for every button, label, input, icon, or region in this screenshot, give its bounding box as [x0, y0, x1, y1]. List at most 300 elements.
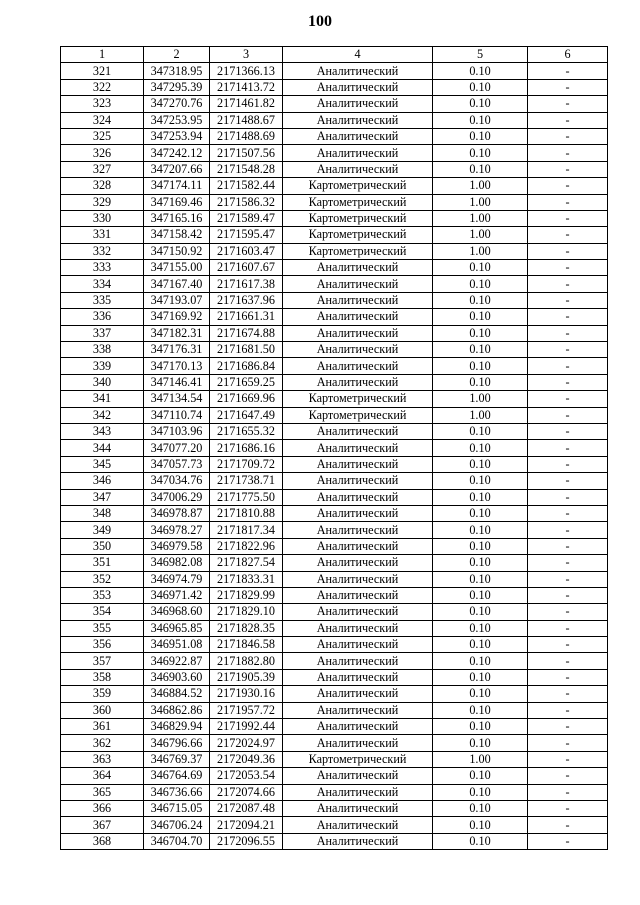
x-coordinate-cell: 346922.87: [144, 653, 210, 669]
note-cell: -: [528, 161, 608, 177]
point-number-cell: 325: [61, 128, 144, 144]
method-cell: Аналитический: [283, 686, 433, 702]
method-cell: Картометрический: [283, 407, 433, 423]
accuracy-cell: 1.00: [433, 751, 528, 767]
x-coordinate-cell: 346979.58: [144, 538, 210, 554]
note-cell: -: [528, 686, 608, 702]
note-cell: -: [528, 374, 608, 390]
point-number-cell: 347: [61, 489, 144, 505]
x-coordinate-cell: 347155.00: [144, 260, 210, 276]
point-number-cell: 333: [61, 260, 144, 276]
accuracy-cell: 0.10: [433, 440, 528, 456]
y-coordinate-cell: 2171607.67: [210, 260, 283, 276]
y-coordinate-cell: 2171674.88: [210, 325, 283, 341]
note-cell: -: [528, 325, 608, 341]
accuracy-cell: 0.10: [433, 604, 528, 620]
note-cell: -: [528, 145, 608, 161]
accuracy-cell: 0.10: [433, 719, 528, 735]
x-coordinate-cell: 347134.54: [144, 391, 210, 407]
table-row: [61, 309, 608, 325]
method-cell: Аналитический: [283, 653, 433, 669]
x-coordinate-cell: 347169.92: [144, 309, 210, 325]
table-row: [61, 719, 608, 735]
table-row: [61, 440, 608, 456]
note-cell: -: [528, 505, 608, 521]
accuracy-cell: 0.10: [433, 735, 528, 751]
note-cell: -: [528, 751, 608, 767]
method-cell: Картометрический: [283, 391, 433, 407]
note-cell: -: [528, 702, 608, 718]
table-header-row: [61, 47, 608, 63]
note-cell: -: [528, 309, 608, 325]
y-coordinate-cell: 2171413.72: [210, 79, 283, 95]
y-coordinate-cell: 2171957.72: [210, 702, 283, 718]
accuracy-cell: 0.10: [433, 784, 528, 800]
method-cell: Аналитический: [283, 423, 433, 439]
accuracy-cell: 0.10: [433, 637, 528, 653]
point-number-cell: 322: [61, 79, 144, 95]
table-row: [61, 325, 608, 341]
method-cell: Картометрический: [283, 210, 433, 226]
y-coordinate-cell: 2171488.69: [210, 128, 283, 144]
accuracy-cell: 0.10: [433, 768, 528, 784]
x-coordinate-cell: 347176.31: [144, 342, 210, 358]
table-row: [61, 276, 608, 292]
accuracy-cell: 0.10: [433, 292, 528, 308]
point-number-cell: 338: [61, 342, 144, 358]
table-row: [61, 817, 608, 833]
y-coordinate-cell: 2171595.47: [210, 227, 283, 243]
accuracy-cell: 1.00: [433, 178, 528, 194]
y-coordinate-cell: 2172087.48: [210, 800, 283, 816]
note-cell: -: [528, 522, 608, 538]
method-cell: Аналитический: [283, 63, 433, 79]
point-number-cell: 323: [61, 96, 144, 112]
note-cell: -: [528, 669, 608, 685]
accuracy-cell: 0.10: [433, 374, 528, 390]
table-row: [61, 784, 608, 800]
point-number-cell: 335: [61, 292, 144, 308]
note-cell: -: [528, 391, 608, 407]
point-number-cell: 353: [61, 587, 144, 603]
point-number-cell: 341: [61, 391, 144, 407]
note-cell: -: [528, 342, 608, 358]
note-cell: -: [528, 456, 608, 472]
accuracy-cell: 1.00: [433, 227, 528, 243]
x-coordinate-cell: 346903.60: [144, 669, 210, 685]
table-row: [61, 637, 608, 653]
table-row: [61, 358, 608, 374]
method-cell: Аналитический: [283, 309, 433, 325]
note-cell: -: [528, 440, 608, 456]
table-row: [61, 751, 608, 767]
method-cell: Аналитический: [283, 342, 433, 358]
point-number-cell: 367: [61, 817, 144, 833]
point-number-cell: 351: [61, 555, 144, 571]
point-number-cell: 368: [61, 833, 144, 849]
table-row: [61, 145, 608, 161]
y-coordinate-cell: 2171828.35: [210, 620, 283, 636]
note-cell: -: [528, 653, 608, 669]
table-row: [61, 669, 608, 685]
table-row: [61, 128, 608, 144]
x-coordinate-cell: 346715.05: [144, 800, 210, 816]
note-cell: -: [528, 620, 608, 636]
point-number-cell: 331: [61, 227, 144, 243]
table-body: [61, 63, 608, 850]
method-cell: Аналитический: [283, 571, 433, 587]
y-coordinate-cell: 2171709.72: [210, 456, 283, 472]
accuracy-cell: 0.10: [433, 423, 528, 439]
column-header-4: 4: [283, 47, 433, 63]
point-number-cell: 343: [61, 423, 144, 439]
note-cell: -: [528, 210, 608, 226]
method-cell: Аналитический: [283, 719, 433, 735]
note-cell: -: [528, 555, 608, 571]
page-number: 100: [308, 13, 332, 30]
note-cell: -: [528, 194, 608, 210]
table-row: [61, 407, 608, 423]
x-coordinate-cell: 347077.20: [144, 440, 210, 456]
accuracy-cell: 0.10: [433, 342, 528, 358]
y-coordinate-cell: 2171882.80: [210, 653, 283, 669]
table-row: [61, 374, 608, 390]
y-coordinate-cell: 2171930.16: [210, 686, 283, 702]
y-coordinate-cell: 2171681.50: [210, 342, 283, 358]
note-cell: -: [528, 735, 608, 751]
point-number-cell: 337: [61, 325, 144, 341]
accuracy-cell: 0.10: [433, 456, 528, 472]
y-coordinate-cell: 2171461.82: [210, 96, 283, 112]
method-cell: Аналитический: [283, 505, 433, 521]
x-coordinate-cell: 346951.08: [144, 637, 210, 653]
note-cell: -: [528, 538, 608, 554]
method-cell: Аналитический: [283, 145, 433, 161]
method-cell: Аналитический: [283, 555, 433, 571]
y-coordinate-cell: 2171833.31: [210, 571, 283, 587]
note-cell: -: [528, 637, 608, 653]
table-row: [61, 456, 608, 472]
method-cell: Аналитический: [283, 473, 433, 489]
accuracy-cell: 0.10: [433, 505, 528, 521]
method-cell: Аналитический: [283, 538, 433, 554]
accuracy-cell: 0.10: [433, 473, 528, 489]
x-coordinate-cell: 347103.96: [144, 423, 210, 439]
y-coordinate-cell: 2171817.34: [210, 522, 283, 538]
method-cell: Аналитический: [283, 489, 433, 505]
accuracy-cell: 0.10: [433, 800, 528, 816]
table-row: [61, 800, 608, 816]
note-cell: -: [528, 817, 608, 833]
note-cell: -: [528, 260, 608, 276]
x-coordinate-cell: 347295.39: [144, 79, 210, 95]
x-coordinate-cell: 347318.95: [144, 63, 210, 79]
method-cell: Аналитический: [283, 522, 433, 538]
method-cell: Картометрический: [283, 227, 433, 243]
note-cell: -: [528, 604, 608, 620]
method-cell: Аналитический: [283, 374, 433, 390]
note-cell: -: [528, 227, 608, 243]
y-coordinate-cell: 2171603.47: [210, 243, 283, 259]
method-cell: Аналитический: [283, 784, 433, 800]
y-coordinate-cell: 2171810.88: [210, 505, 283, 521]
note-cell: -: [528, 768, 608, 784]
accuracy-cell: 0.10: [433, 538, 528, 554]
x-coordinate-cell: 346884.52: [144, 686, 210, 702]
y-coordinate-cell: 2172074.66: [210, 784, 283, 800]
table-row: [61, 653, 608, 669]
table-row: [61, 227, 608, 243]
x-coordinate-cell: 346736.66: [144, 784, 210, 800]
method-cell: Картометрический: [283, 194, 433, 210]
method-cell: Картометрический: [283, 751, 433, 767]
method-cell: Картометрический: [283, 243, 433, 259]
table-row: [61, 702, 608, 718]
method-cell: Аналитический: [283, 161, 433, 177]
table-row: [61, 391, 608, 407]
method-cell: Аналитический: [283, 456, 433, 472]
table-row: [61, 194, 608, 210]
point-number-cell: 350: [61, 538, 144, 554]
x-coordinate-cell: 347167.40: [144, 276, 210, 292]
table-row: [61, 423, 608, 439]
note-cell: -: [528, 112, 608, 128]
method-cell: Аналитический: [283, 96, 433, 112]
point-number-cell: 349: [61, 522, 144, 538]
y-coordinate-cell: 2171488.67: [210, 112, 283, 128]
y-coordinate-cell: 2172094.21: [210, 817, 283, 833]
accuracy-cell: 0.10: [433, 587, 528, 603]
y-coordinate-cell: 2171992.44: [210, 719, 283, 735]
accuracy-cell: 0.10: [433, 276, 528, 292]
x-coordinate-cell: 346978.87: [144, 505, 210, 521]
x-coordinate-cell: 346971.42: [144, 587, 210, 603]
note-cell: -: [528, 276, 608, 292]
accuracy-cell: 0.10: [433, 128, 528, 144]
method-cell: Аналитический: [283, 768, 433, 784]
y-coordinate-cell: 2171655.32: [210, 423, 283, 439]
table-row: [61, 735, 608, 751]
point-number-cell: 361: [61, 719, 144, 735]
method-cell: Аналитический: [283, 833, 433, 849]
accuracy-cell: 1.00: [433, 194, 528, 210]
table-row: [61, 686, 608, 702]
y-coordinate-cell: 2171846.58: [210, 637, 283, 653]
method-cell: Аналитический: [283, 358, 433, 374]
method-cell: Аналитический: [283, 637, 433, 653]
note-cell: -: [528, 407, 608, 423]
x-coordinate-cell: 347193.07: [144, 292, 210, 308]
method-cell: Аналитический: [283, 440, 433, 456]
accuracy-cell: 0.10: [433, 145, 528, 161]
accuracy-cell: 0.10: [433, 686, 528, 702]
table-row: [61, 79, 608, 95]
note-cell: -: [528, 96, 608, 112]
note-cell: -: [528, 784, 608, 800]
y-coordinate-cell: 2171589.47: [210, 210, 283, 226]
point-number-cell: 348: [61, 505, 144, 521]
method-cell: Аналитический: [283, 325, 433, 341]
y-coordinate-cell: 2171669.96: [210, 391, 283, 407]
accuracy-cell: 0.10: [433, 489, 528, 505]
point-number-cell: 334: [61, 276, 144, 292]
point-number-cell: 344: [61, 440, 144, 456]
method-cell: Аналитический: [283, 587, 433, 603]
table-row: [61, 178, 608, 194]
accuracy-cell: 0.10: [433, 63, 528, 79]
accuracy-cell: 0.10: [433, 833, 528, 849]
x-coordinate-cell: 346968.60: [144, 604, 210, 620]
y-coordinate-cell: 2171775.50: [210, 489, 283, 505]
x-coordinate-cell: 346706.24: [144, 817, 210, 833]
x-coordinate-cell: 346764.69: [144, 768, 210, 784]
x-coordinate-cell: 346769.37: [144, 751, 210, 767]
table-row: [61, 489, 608, 505]
y-coordinate-cell: 2171617.38: [210, 276, 283, 292]
table-row: [61, 768, 608, 784]
point-number-cell: 360: [61, 702, 144, 718]
point-number-cell: 330: [61, 210, 144, 226]
x-coordinate-cell: 346978.27: [144, 522, 210, 538]
point-number-cell: 340: [61, 374, 144, 390]
column-header-3: 3: [210, 47, 283, 63]
x-coordinate-cell: 347158.42: [144, 227, 210, 243]
x-coordinate-cell: 347146.41: [144, 374, 210, 390]
method-cell: Аналитический: [283, 276, 433, 292]
table-row: [61, 555, 608, 571]
point-number-cell: 352: [61, 571, 144, 587]
method-cell: Аналитический: [283, 292, 433, 308]
x-coordinate-cell: 346862.86: [144, 702, 210, 718]
note-cell: -: [528, 800, 608, 816]
table-row: [61, 505, 608, 521]
x-coordinate-cell: 347006.29: [144, 489, 210, 505]
accuracy-cell: 0.10: [433, 96, 528, 112]
table-row: [61, 620, 608, 636]
x-coordinate-cell: 347110.74: [144, 407, 210, 423]
note-cell: -: [528, 178, 608, 194]
accuracy-cell: 0.10: [433, 358, 528, 374]
table-row: [61, 604, 608, 620]
table-row: [61, 538, 608, 554]
point-number-cell: 364: [61, 768, 144, 784]
column-header-2: 2: [144, 47, 210, 63]
accuracy-cell: 1.00: [433, 210, 528, 226]
accuracy-cell: 0.10: [433, 653, 528, 669]
y-coordinate-cell: 2171659.25: [210, 374, 283, 390]
note-cell: -: [528, 719, 608, 735]
table-row: [61, 342, 608, 358]
table-row: [61, 833, 608, 849]
table-row: [61, 210, 608, 226]
method-cell: Аналитический: [283, 112, 433, 128]
coordinates-table: [60, 46, 608, 850]
note-cell: -: [528, 358, 608, 374]
method-cell: Аналитический: [283, 702, 433, 718]
accuracy-cell: 1.00: [433, 243, 528, 259]
point-number-cell: 328: [61, 178, 144, 194]
column-header-1: 1: [61, 47, 144, 63]
accuracy-cell: 0.10: [433, 79, 528, 95]
method-cell: Аналитический: [283, 817, 433, 833]
x-coordinate-cell: 347057.73: [144, 456, 210, 472]
accuracy-cell: 1.00: [433, 407, 528, 423]
x-coordinate-cell: 347207.66: [144, 161, 210, 177]
point-number-cell: 357: [61, 653, 144, 669]
y-coordinate-cell: 2171738.71: [210, 473, 283, 489]
point-number-cell: 342: [61, 407, 144, 423]
accuracy-cell: 0.10: [433, 669, 528, 685]
accuracy-cell: 0.10: [433, 325, 528, 341]
point-number-cell: 345: [61, 456, 144, 472]
table-row: [61, 571, 608, 587]
y-coordinate-cell: 2171822.96: [210, 538, 283, 554]
y-coordinate-cell: 2171905.39: [210, 669, 283, 685]
accuracy-cell: 0.10: [433, 620, 528, 636]
y-coordinate-cell: 2171548.28: [210, 161, 283, 177]
note-cell: -: [528, 63, 608, 79]
point-number-cell: 326: [61, 145, 144, 161]
accuracy-cell: 0.10: [433, 555, 528, 571]
point-number-cell: 363: [61, 751, 144, 767]
accuracy-cell: 0.10: [433, 702, 528, 718]
accuracy-cell: 0.10: [433, 161, 528, 177]
point-number-cell: 355: [61, 620, 144, 636]
y-coordinate-cell: 2171586.32: [210, 194, 283, 210]
table-row: [61, 522, 608, 538]
table-row: [61, 96, 608, 112]
y-coordinate-cell: 2171827.54: [210, 555, 283, 571]
x-coordinate-cell: 346796.66: [144, 735, 210, 751]
table-row: [61, 587, 608, 603]
y-coordinate-cell: 2171507.56: [210, 145, 283, 161]
method-cell: Аналитический: [283, 735, 433, 751]
method-cell: Аналитический: [283, 604, 433, 620]
method-cell: Аналитический: [283, 620, 433, 636]
y-coordinate-cell: 2172096.55: [210, 833, 283, 849]
y-coordinate-cell: 2171637.96: [210, 292, 283, 308]
x-coordinate-cell: 347242.12: [144, 145, 210, 161]
note-cell: -: [528, 292, 608, 308]
y-coordinate-cell: 2171366.13: [210, 63, 283, 79]
point-number-cell: 332: [61, 243, 144, 259]
y-coordinate-cell: 2171647.49: [210, 407, 283, 423]
accuracy-cell: 1.00: [433, 391, 528, 407]
table-row: [61, 112, 608, 128]
y-coordinate-cell: 2171661.31: [210, 309, 283, 325]
note-cell: -: [528, 79, 608, 95]
note-cell: -: [528, 587, 608, 603]
point-number-cell: 365: [61, 784, 144, 800]
x-coordinate-cell: 347165.16: [144, 210, 210, 226]
x-coordinate-cell: 347270.76: [144, 96, 210, 112]
note-cell: -: [528, 489, 608, 505]
y-coordinate-cell: 2172053.54: [210, 768, 283, 784]
accuracy-cell: 0.10: [433, 522, 528, 538]
method-cell: Аналитический: [283, 260, 433, 276]
point-number-cell: 359: [61, 686, 144, 702]
x-coordinate-cell: 346982.08: [144, 555, 210, 571]
method-cell: Аналитический: [283, 79, 433, 95]
accuracy-cell: 0.10: [433, 260, 528, 276]
x-coordinate-cell: 347174.11: [144, 178, 210, 194]
method-cell: Аналитический: [283, 669, 433, 685]
y-coordinate-cell: 2171829.10: [210, 604, 283, 620]
x-coordinate-cell: 347034.76: [144, 473, 210, 489]
table-row: [61, 243, 608, 259]
x-coordinate-cell: 347169.46: [144, 194, 210, 210]
column-header-5: 5: [433, 47, 528, 63]
